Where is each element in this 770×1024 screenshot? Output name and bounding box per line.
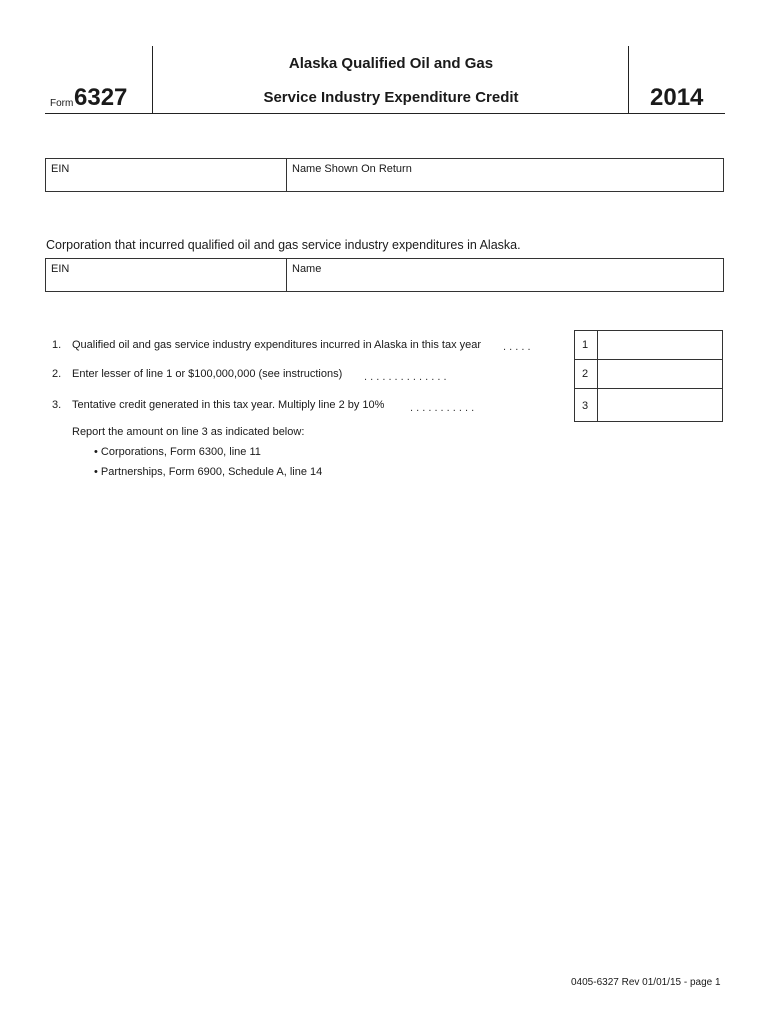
line-2-text: Enter lesser of line 1 or $100,000,000 (see instructions) (72, 368, 343, 380)
line-3-number: 3. (52, 399, 62, 411)
corporation-info-box (45, 258, 724, 292)
line-2-amount-box (574, 359, 723, 389)
tax-year: 2014 (650, 84, 704, 111)
form-number: 6327 (74, 84, 128, 111)
line-3-amount-box (574, 388, 723, 422)
line-2-number: 2. (52, 368, 62, 380)
form-prefix: Form (50, 98, 74, 109)
report-bullet-partnerships: • Partnerships, Form 6900, Schedule A, line 14 (94, 466, 323, 478)
line-3-amount-input[interactable] (598, 389, 722, 421)
line-3-leader-dots: . . . . . . . . . . . (410, 402, 475, 414)
line-2-box-number: 2 (582, 368, 589, 380)
line-2 (52, 368, 342, 380)
form-title-line2: Service Industry Expenditure Credit (263, 89, 519, 106)
report-bullet-corporations: • Corporations, Form 6300, line 11 (94, 446, 261, 458)
line-1 (52, 339, 481, 351)
line-2-leader-dots: . . . . . . . . . . . . . . (364, 371, 447, 383)
taxpayer-name-field[interactable] (287, 159, 723, 191)
line-3-box-number: 3 (582, 400, 589, 412)
taxpayer-ein-field[interactable] (46, 159, 286, 191)
taxpayer-ein-label: EIN (51, 163, 70, 175)
form-title-line1: Alaska Qualified Oil and Gas (288, 55, 494, 72)
corporation-ein-field[interactable] (46, 259, 286, 291)
line-3 (52, 399, 384, 411)
corporation-name-label: Name (292, 263, 322, 275)
line-1-box-number: 1 (582, 339, 589, 351)
header-rule (45, 113, 725, 114)
corporation-ein-label: EIN (51, 263, 70, 275)
line-2-amount-input[interactable] (598, 360, 722, 388)
corporation-section-label: Corporation that incurred qualified oil and gas service industry expenditures in Alaska. (46, 238, 521, 252)
line-1-amount-box (574, 330, 723, 360)
report-intro: Report the amount on line 3 as indicated below: (72, 426, 305, 438)
taxpayer-name-label: Name Shown On Return (292, 163, 412, 175)
line-1-amount-input[interactable] (598, 331, 722, 359)
line-1-number: 1. (52, 339, 62, 351)
line-3-text: Tentative credit generated in this tax year. Multiply line 2 by 10% (72, 399, 385, 411)
form-revision-footer: 0405-6327 Rev 01/01/15 - page 1 (571, 977, 721, 988)
line-1-leader-dots: . . . . . (503, 341, 531, 353)
line-1-text: Qualified oil and gas service industry expenditures incurred in Alaska in this tax year (72, 339, 482, 351)
taxpayer-info-box (45, 158, 724, 192)
corporation-name-field[interactable] (287, 259, 723, 291)
